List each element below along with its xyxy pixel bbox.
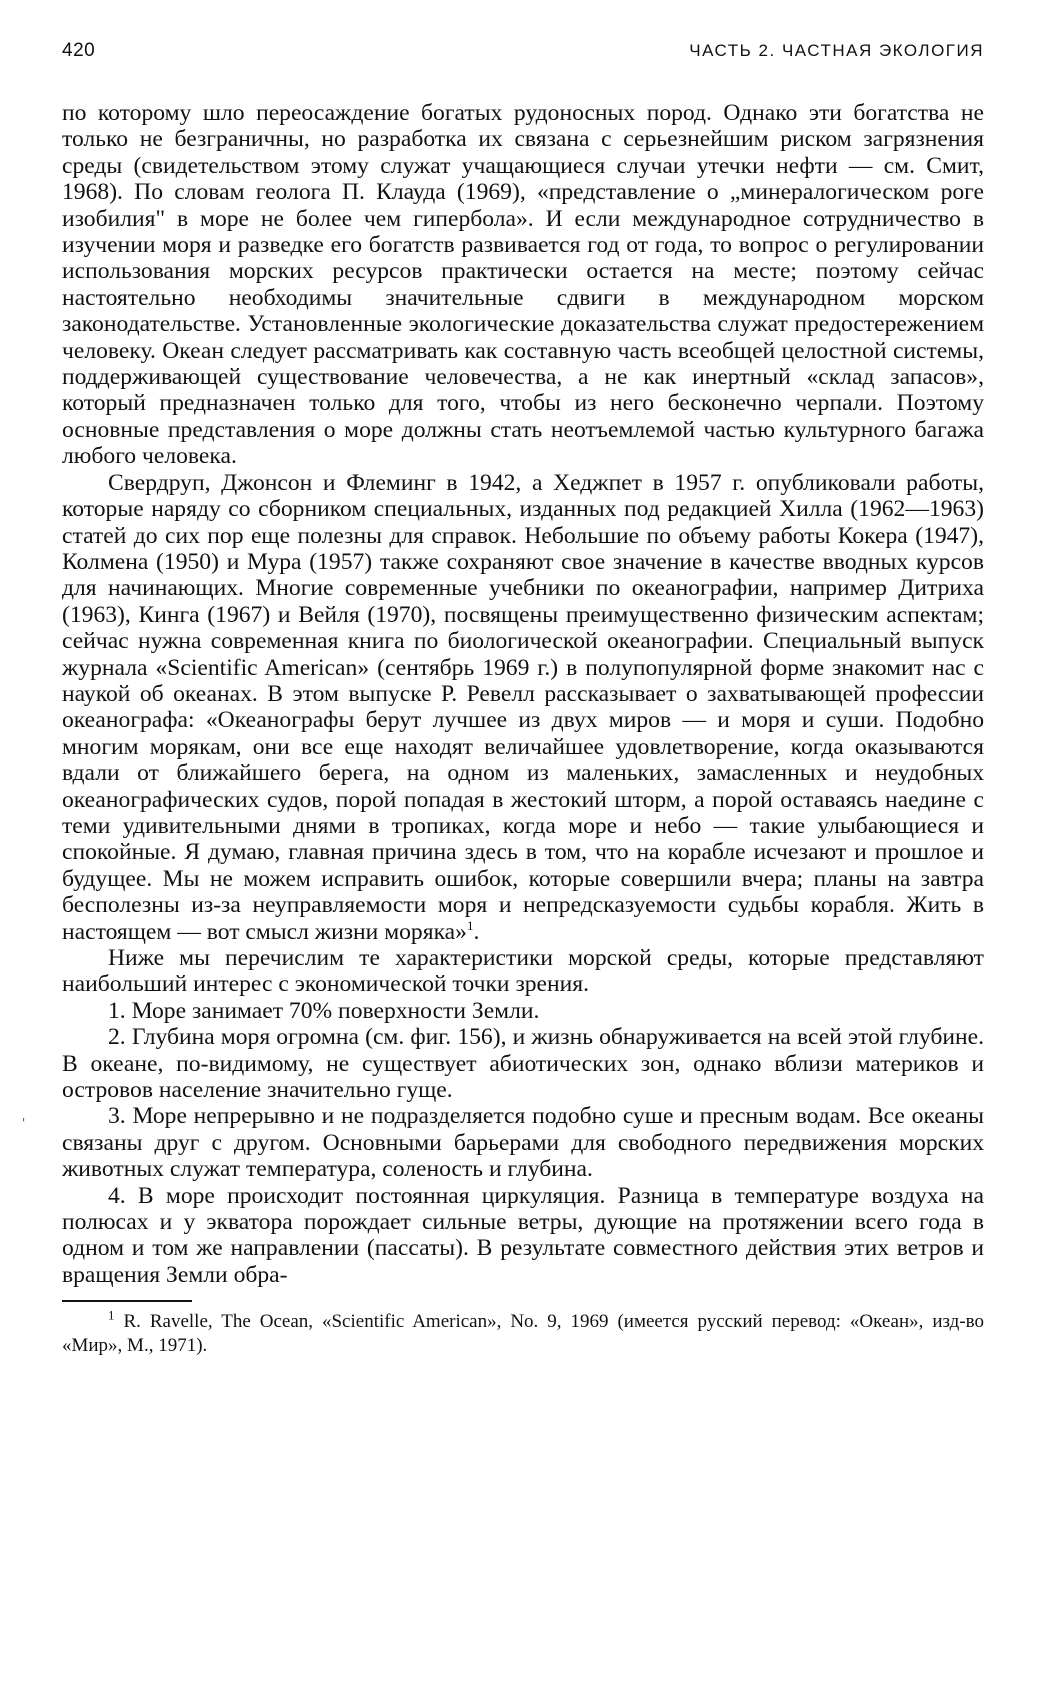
paragraph: Ниже мы перечислим те характеристики морской среды, которые представляют наибольший интерес с экономической точки зрения. <box>62 945 984 998</box>
paragraph-text: Свердруп, Джонсон и Флеминг в 1942, а Хеджпет в 1957 г. опубликовали работы, которые наряду со сборником специальных, изданных под редакцией Хилла (1962—1963) статей до сих пор еще полезны для справок. Небольшие по объему работы Кокера (1947), Колмена (1950) и Мура (1957) также сохраняют свое значение в качестве вводных курсов для начинающих. Многие современные учебники по океанографии, например Дитриха (1963), Кинга (1967) и Вейля (1970), посвящены преимущественно физическим аспектам; сейчас нужна современная книга по биологической океанографии. Специальный выпуск журнала «Scientific American» (сентябрь 1969 г.) в полупопулярной форме знакомит нас с наукой об океанах. В этом выпуске Р. Ревелл рассказывает о захватывающей профессии океанографа: «Океанографы берут лучшее из двух миров — и моря и суши. Подобно многим морякам, они все еще находят величайшее удовлетворение, когда оказываются вдали от ближайшего берега, на одном из маленьких, замасленных и неудобных океанографических судов, порой попадая в жестокий шторм, а порой оставаясь наедине с теми удивительными днями в тропиках, когда море и небо — такие улыбающиеся и спокойные. Я думаю, главная причина здесь в том, что на корабле исчезают и прошлое и будущее. Мы не можем исправить ошибок, которые совершили вчера; планы на завтра бесполезны из-за неуправляемости моря и непредсказуемости судьбы корабля. Жить в настоящем — вот смысл жизни моряка» <box>62 469 984 945</box>
page-number: 420 <box>62 40 96 61</box>
footnote <box>62 1307 985 1358</box>
footnote-text: R. Ravelle, The Ocean, «Scientific American», No. 9, 1969 (имеется русский перевод: «Океан», изд-во «Мир», М., 1971). <box>62 1311 985 1357</box>
footnote-marker: 1 <box>108 1307 115 1323</box>
paragraph: по которому шло переосаждение богатых рудоносных пород. Однако эти богатства не только не безграничны, но разработка их связана с серьезнейшим риском загрязнения среды (свидетельством этому служат учащающиеся случаи утечки нефти — см. Смит, 1968). По словам геолога П. Клауда (1969), «представление о „минералогическом роге изобилия" в море не более чем гипербола». И если международное сотрудничество в изучении моря и разведке его богатств развивается год от года, то вопрос о регулировании использования морских ресурсов практически остается на месте; поэтому сейчас настоятельно необходимы значительные сдвиги в международном морском законодательстве. Установленные экологические доказательства служат предостережением человеку. Океан следует рассматривать как составную часть всеобщей целостной системы, поддерживающей существование человечества, а не как инертный «склад запасов», который предназначен только для того, чтобы из него бесконечно черпали. Поэтому основные представления о море должны стать неотъемлемой частью культурного багажа любого человека. <box>62 100 984 470</box>
list-item: 2. Глубина моря огромна (см. фиг. 156), и жизнь обнаруживается на всей этой глубине. В океане, по-видимому, не существует абиотических зон, однако вблизи материков и островов население значительно гуще. <box>62 1024 984 1104</box>
running-title: ЧАСТЬ 2. ЧАСТНАЯ ЭКОЛОГИЯ <box>689 41 984 60</box>
paragraph: Свердруп, Джонсон и Флеминг в 1942, а Хеджпет в 1957 г. опубликовали работы, которые наряду со сборником специальных, изданных под редакцией Хилла (1962—1963) статей до сих пор еще полезны для справок. Небольшие по объему работы Кокера (1947), Колмена (1950) и Мура (1957) также сохраняют свое значение в качестве вводных курсов для начинающих. Многие современные учебники по океанографии, например Дитриха (1963), Кинга (1967) и Вейля (1970), посвящены преимущественно физическим аспектам; сейчас нужна современная книга по биологической океанографии. Специальный выпуск журнала «Scientific American» (сентябрь 1969 г.) в полупопулярной форме знакомит нас с наукой об океанах. В этом выпуске Р. Ревелл рассказывает о захватывающей профессии океанографа: «Океанографы берут лучшее из двух миров — и моря и суши. Подобно многим морякам, они все еще находят величайшее удовлетворение, когда оказываются вдали от ближайшего берега, на одном из маленьких, замасленных и неудобных океанографических судов, порой попадая в жестокий шторм, а порой оставаясь наедине с теми удивительными днями в тропиках, когда море и небо — такие улыбающиеся и спокойные. Я думаю, главная причина здесь в том, что на корабле исчезают и прошлое и будущее. Мы не можем исправить ошибок, которые совершили вчера; планы на завтра бесполезны из-за неуправляемости моря и непредсказуемости судьбы корабля. Жить в настоящем — вот смысл жизни моряка»$^1$. <box>62 469 984 945</box>
margin-mark: ' <box>22 1116 26 1130</box>
list-item: 3. Море непрерывно и не подразделяется подобно суше и пресным водам. Все океаны связаны друг с другом. Основными барьерами для свободного передвижения морских животных служат температура, соленость и глубина. <box>62 1103 984 1183</box>
body-text <box>62 100 984 1288</box>
page-header <box>62 40 984 76</box>
list-item: 1. Море занимает 70% поверхности Земли. <box>108 997 540 1024</box>
list-item: 4. В море происходит постоянная циркуляция. Разница в температуре воздуха на полюсах и у экватора порождает сильные ветры, дующие на протяжении всего года в одном и том же направлении (пассаты). В результате совместного действия этих ветров и вращения Земли обра- <box>62 1182 984 1288</box>
footnote-divider <box>62 1300 192 1302</box>
footnote-reference: 1 <box>466 917 474 933</box>
page <box>62 40 984 1358</box>
